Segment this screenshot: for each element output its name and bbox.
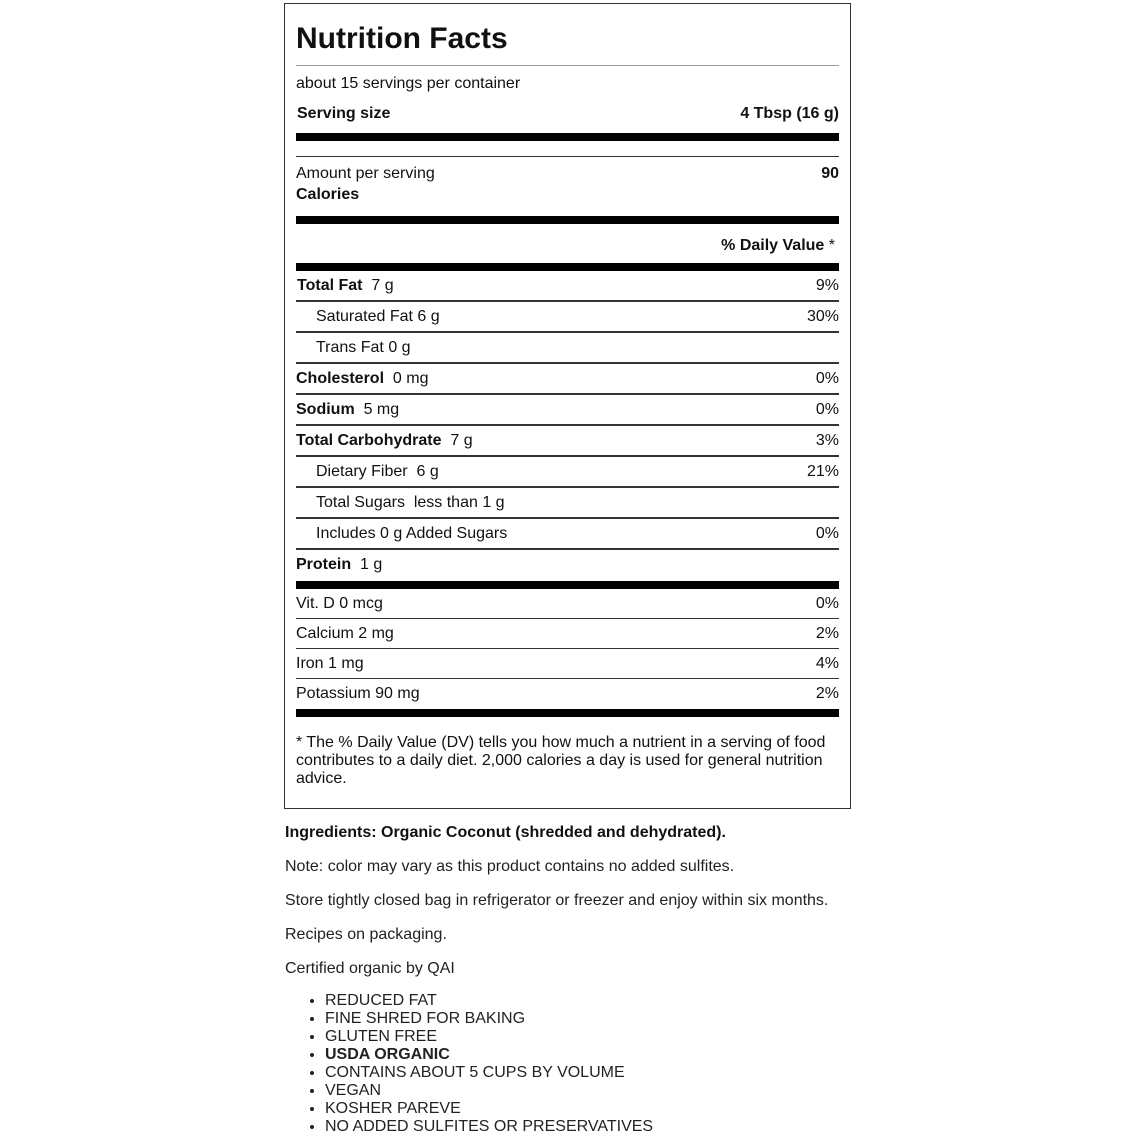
nutrient-dv: 0%: [815, 524, 839, 542]
product-info: [285, 822, 1105, 1136]
thick-divider: [296, 216, 839, 224]
nutrient-row-sodium: Sodium 5 mg 0%: [296, 395, 839, 426]
servings-per-container: about 15 servings per container: [296, 75, 521, 92]
nutrient-row-added-sugars: Includes 0 g Added Sugars 0%: [296, 519, 839, 550]
nutrient-row-protein: Protein 1 g: [296, 555, 383, 573]
calories-row: [296, 157, 839, 209]
nutrient-dv: 21%: [806, 462, 839, 480]
list-item: • CONTAINS ABOUT 5 CUPS BY VOLUME: [325, 1064, 1105, 1082]
serving-size-row: [296, 97, 839, 125]
serving-size-value: 4 Tbsp (16 g): [740, 105, 839, 122]
calories-value: 90: [821, 165, 839, 182]
list-item: • FINE SHRED FOR BAKING: [325, 1010, 1105, 1028]
vitamin-row-calcium: Calcium 2 mg 2%: [296, 619, 839, 649]
nutrient-dv: 0%: [815, 400, 839, 418]
nutrient-row-cholesterol: Cholesterol 0 mg 0%: [296, 364, 839, 395]
recipes-note: Recipes on packaging.: [285, 926, 447, 943]
list-item: • USDA ORGANIC: [325, 1046, 1105, 1064]
list-item: • VEGAN: [325, 1082, 1105, 1100]
nutrient-row-total-fat: Total Fat 7 g 9%: [296, 271, 839, 302]
nutrient-row-trans-fat: Trans Fat 0 g: [296, 333, 839, 364]
list-item: • REDUCED FAT: [325, 992, 1105, 1010]
nutrient-dv: 30%: [806, 307, 839, 325]
list-item: • GLUTEN FREE: [325, 1028, 1105, 1046]
thick-divider: [296, 709, 839, 717]
nutrient-row-saturated-fat: Saturated Fat 6 g 30%: [296, 302, 839, 333]
serving-size-label: Serving size: [297, 105, 391, 122]
nutrient-row-dietary-fiber: Dietary Fiber 6 g 21%: [296, 457, 839, 488]
nutrition-facts-label: [284, 3, 851, 809]
label-title: Nutrition Facts: [296, 4, 839, 66]
ingredients: Ingredients: Organic Coconut (shredded and dehydrated).: [285, 824, 726, 841]
note: Note: color may vary as this product contains no added sulfites.: [285, 858, 735, 875]
thick-divider: [296, 263, 839, 271]
nutrient-row-total-carbohydrate: Total Carbohydrate 7 g 3%: [296, 426, 839, 457]
thick-divider: [296, 581, 839, 589]
calories-label: Calories: [296, 186, 360, 203]
vitamin-row-potassium: Potassium 90 mg 2%: [296, 684, 839, 702]
amount-per-serving: Amount per serving: [296, 165, 435, 182]
vitamin-row-vit-d: Vit. D 0 mcg 0%: [296, 589, 839, 619]
list-item: • KOSHER PAREVE: [325, 1100, 1105, 1118]
feature-list: [285, 992, 1105, 1136]
thick-divider: [296, 133, 839, 141]
nutrient-dv: 0%: [815, 369, 839, 387]
certification: Certified organic by QAI: [285, 960, 455, 977]
storage-instructions: Store tightly closed bag in refrigerator or freezer and enjoy within six months.: [285, 892, 829, 909]
daily-value-footnote: * The % Daily Value (DV) tells you how much a nutrient in a serving of food contributes to a daily diet. 2,000 calories a day is used for general nutrition advice.: [296, 734, 826, 787]
list-item: • NO ADDED SULFITES OR PRESERVATIVES: [325, 1118, 1105, 1136]
nutrient-dv: 9%: [815, 276, 839, 294]
daily-value-header: % Daily Value *: [721, 237, 835, 254]
nutrient-row-total-sugars: Total Sugars less than 1 g: [296, 488, 839, 519]
nutrient-dv: 3%: [815, 431, 839, 449]
vitamin-row-iron: Iron 1 mg 4%: [296, 649, 839, 679]
